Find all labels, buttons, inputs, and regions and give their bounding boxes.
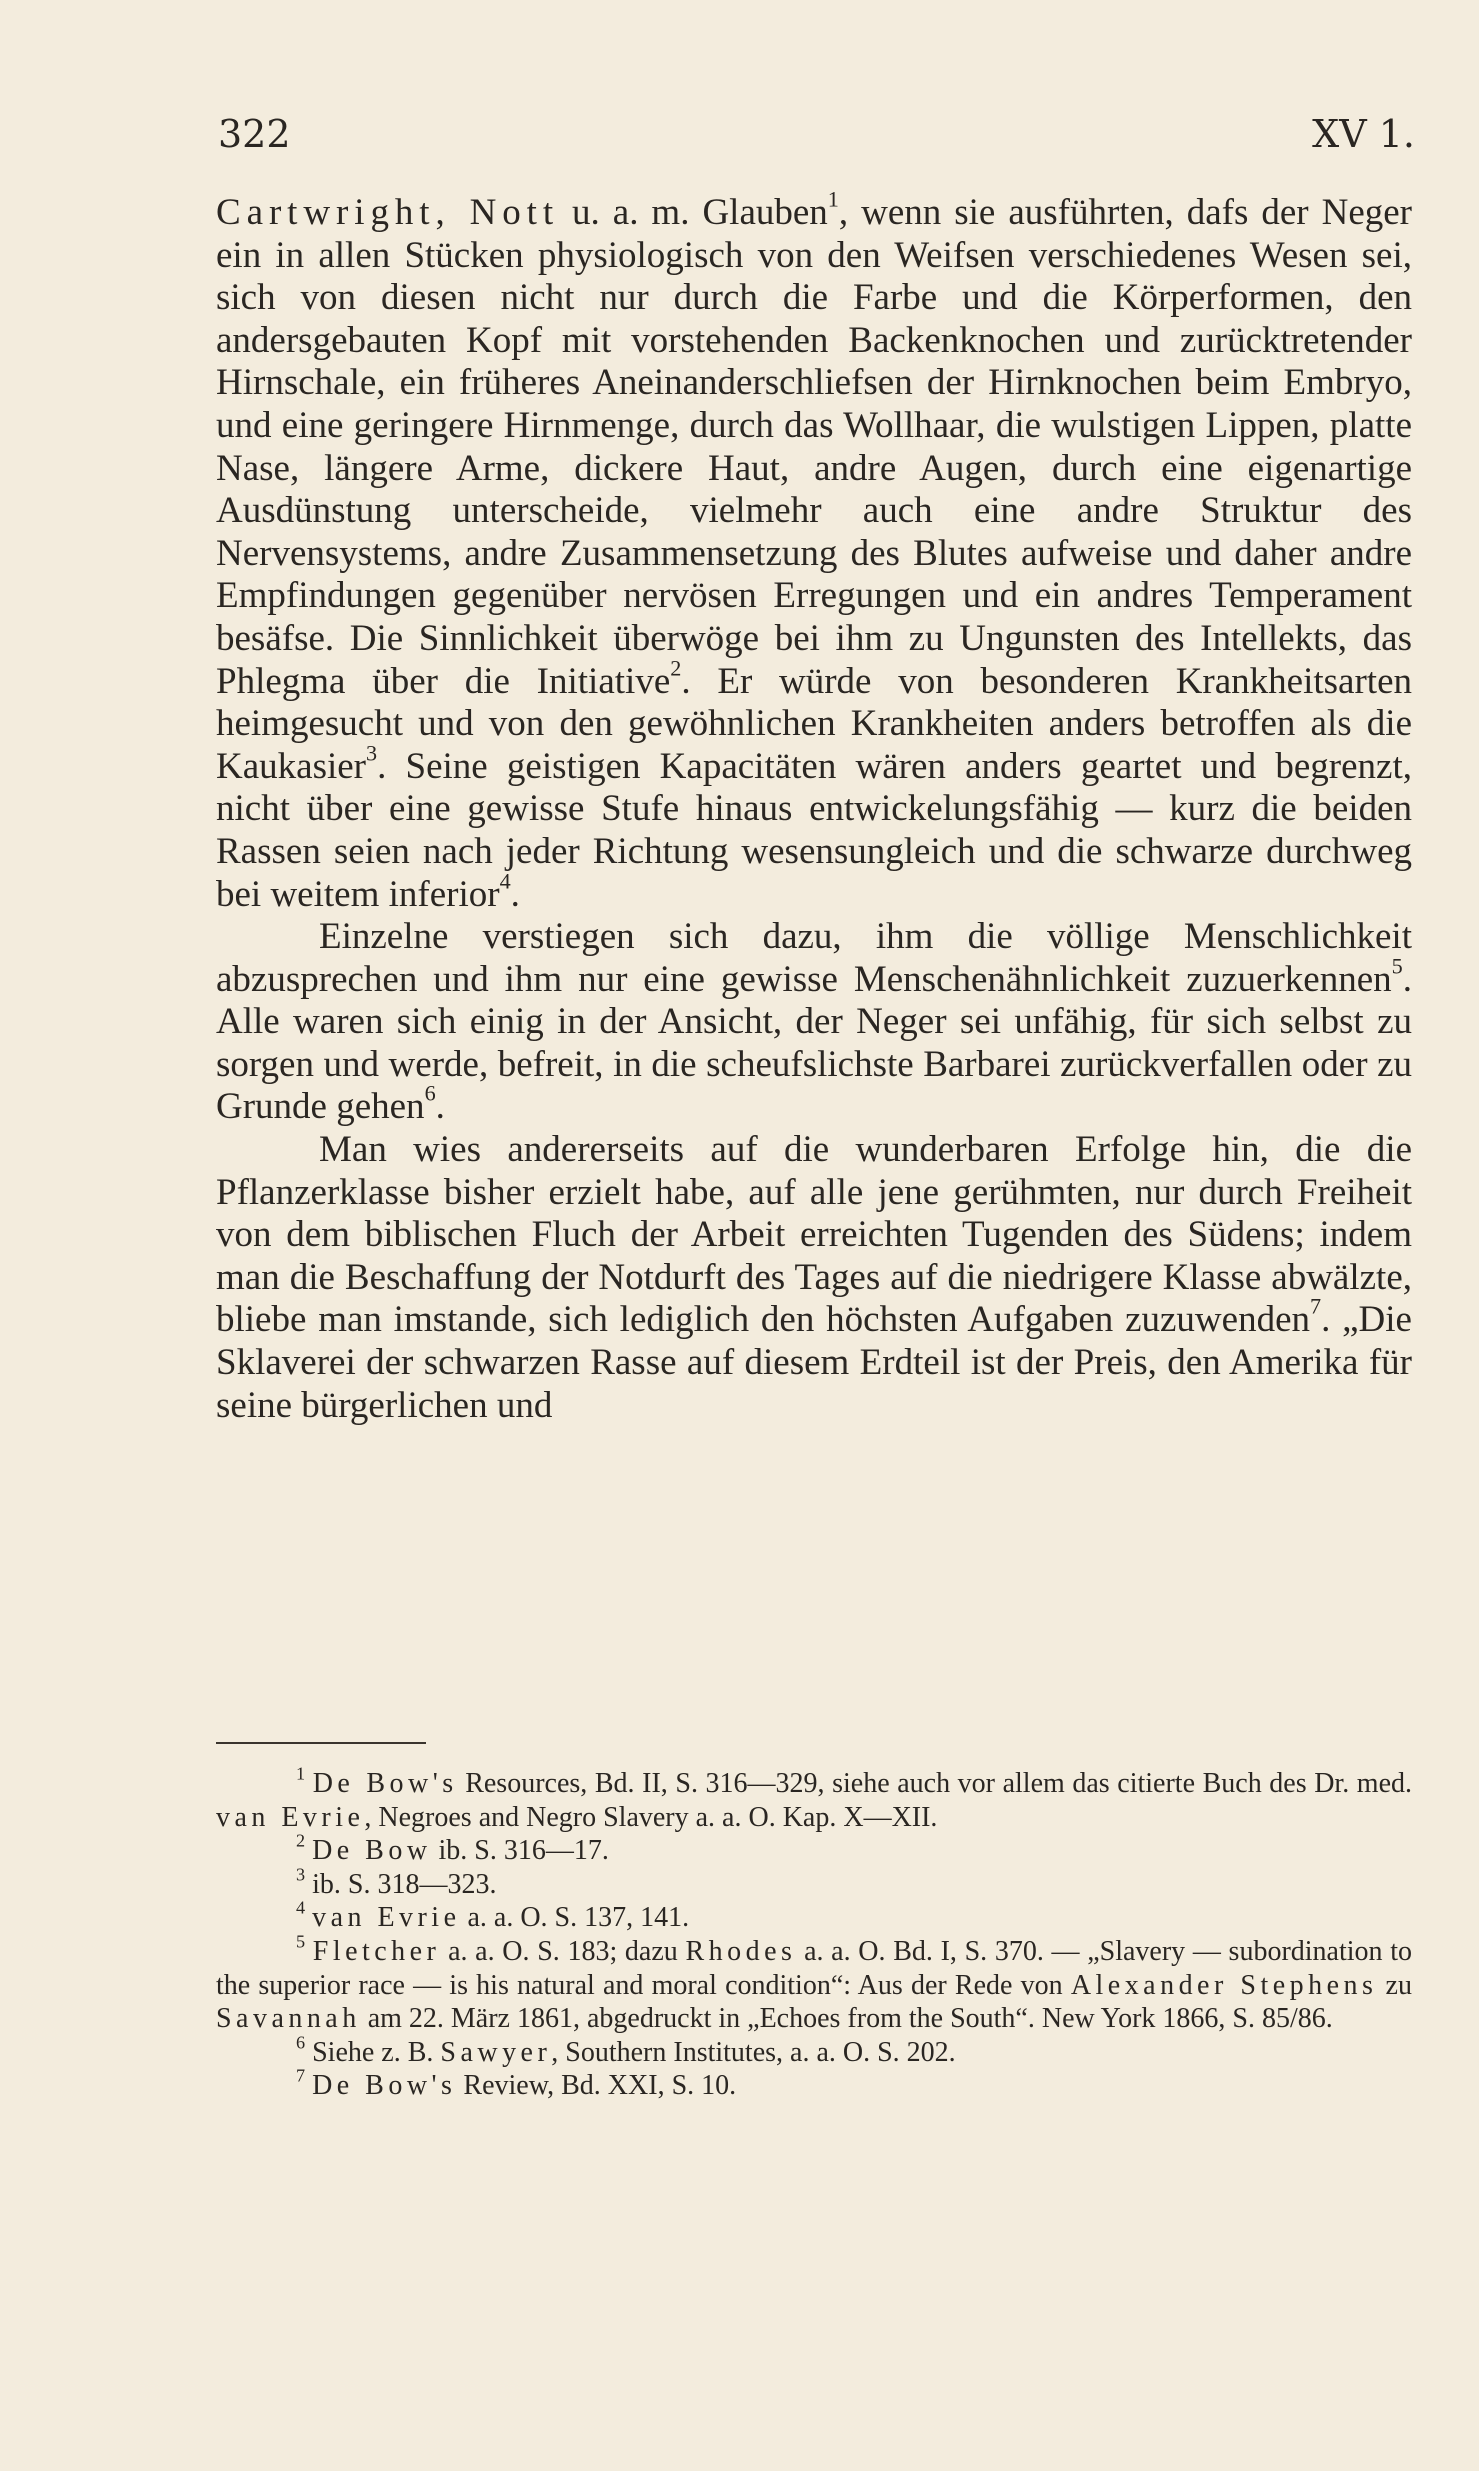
main-text bbox=[216, 186, 1412, 1427]
spaced-name: van Evrie bbox=[312, 1902, 461, 1934]
text-run: . „Die Sklaverei der schwarzen Rasse auf diesem Erdteil ist der Preis, den Amerika für seine bürgerlichen und bbox=[216, 1299, 1412, 1426]
spaced-name: Sawyer bbox=[440, 2036, 552, 2068]
text-run: Einzelne verstiegen sich dazu, ihm die völlige Menschlichkeit abzusprechen und ihm nur eine gewisse Menschenähnlichkeit zuzuerkennen bbox=[216, 916, 1412, 1000]
text-run: Resources, Bd. II, S. 316—329, siehe auch vor allem das citierte Buch des Dr. med. bbox=[457, 1768, 1413, 1799]
footnote-ref: 4 bbox=[499, 867, 511, 893]
footnote-ref: 2 bbox=[296, 1830, 306, 1851]
text-run bbox=[305, 1936, 313, 1967]
footnote-rule bbox=[216, 1742, 426, 1744]
footnote bbox=[216, 2065, 1412, 2103]
text-run: . Alle waren sich einig in der Ansicht, der Neger sei unfähig, für sich selbst zu sorgen und werde, befreit, in die scheufslichste Barbarei zurückverfallen oder zu Grunde gehen bbox=[216, 958, 1412, 1128]
text-run: Siehe z. B. bbox=[305, 2036, 441, 2068]
text-run: am 22. März 1861, abgedruckt in „Echoes from the South“. New York 1866, S. 85/86. bbox=[360, 2003, 1333, 2035]
spaced-name: De Bow bbox=[312, 1835, 432, 1867]
paragraph bbox=[216, 916, 1412, 1129]
footnote-ref: 3 bbox=[296, 1864, 306, 1885]
footnote-ref: 1 bbox=[296, 1763, 306, 1784]
footnote-ref: 5 bbox=[1391, 952, 1403, 978]
text-run: . Seine geistigen Kapacitäten wären anders geartet und begrenzt, nicht über eine gewisse Stufe hinaus entwickelungsfähig — kurz die beiden Rassen seien nach jeder Richtung wesensungleich und die schwarze durchweg bei weitem inferior bbox=[216, 745, 1412, 915]
footnote-ref: 4 bbox=[296, 1897, 306, 1918]
spaced-name: Fletcher bbox=[312, 1935, 441, 1967]
footnote bbox=[216, 1864, 1412, 1902]
footnote bbox=[216, 2032, 1412, 2070]
text-run: ib. S. 318—323. bbox=[305, 1868, 497, 1900]
spaced-name: De Bow's bbox=[312, 1768, 458, 1799]
footnote bbox=[216, 1931, 1412, 2036]
paragraph bbox=[216, 1129, 1412, 1427]
text-run: . Er würde von besonderen Krankheitsarten heimgesucht und von den gewöhnlichen Krankheiten anders betroffen als die Kaukasier bbox=[216, 660, 1412, 787]
spaced-name: van Evrie bbox=[216, 1801, 365, 1833]
footnote-ref: 7 bbox=[1310, 1293, 1322, 1319]
footnote-ref: 6 bbox=[424, 1080, 436, 1106]
footnote-ref: 2 bbox=[670, 654, 682, 680]
text-run: , Southern Institutes, a. a. O. S. 202. bbox=[551, 2036, 956, 2068]
spaced-name: De Bow's bbox=[312, 2070, 457, 2102]
spaced-name: Cartwright, Nott bbox=[216, 192, 560, 233]
spaced-name: Savannah bbox=[216, 2003, 361, 2035]
text-run: , wenn sie ausführten, dafs der Neger ein in allen Stücken physiologisch von den Weifsen verschiedenes Wesen sei, sich von diesen nicht nur durch die Farbe und die Körperformen, den andersgebauten Kopf mit vorstehenden Backenknochen und zurücktretender Hirnschale, ein früheres Aneinanderschliefsen der Hirnknochen beim Embryo, und eine geringere Hirnmenge, durch das Wollhaar, die wulstigen Lippen, platte Nase, längere Arme, dickere Haut, andre Augen, durch eine eigenartige Ausdünstung unterscheide, vielmehr auch eine andre Struktur des Nervensystems, andre Zusammensetzung des Blutes aufweise und daher andre Empfindungen gegenüber nervösen Erregungen und ein andres Temperament besäfse. Die Sinnlichkeit überwöge bei ihm zu Ungunsten des Intellekts, das Phlegma über die Initiative bbox=[216, 192, 1412, 702]
text-run: Review, Bd. XXI, S. 10. bbox=[456, 2070, 737, 2102]
text-run bbox=[305, 1768, 313, 1799]
footnotes bbox=[216, 1763, 1413, 2103]
footnote bbox=[216, 1897, 1412, 1935]
text-run: zu bbox=[1377, 1969, 1412, 2001]
text-run: ib. S. 316—17. bbox=[431, 1835, 609, 1867]
text-run: a. a. O. S. 183; dazu bbox=[440, 1935, 686, 1967]
section-mark: XV 1. bbox=[1312, 112, 1415, 156]
footnote bbox=[216, 1763, 1413, 1834]
footnote-ref: 3 bbox=[366, 739, 378, 765]
spaced-name: Alexander Stephens bbox=[1070, 1969, 1378, 2001]
text-run: Man wies andererseits auf die wunderbaren Erfolge hin, die die Pflanzerklasse bisher erzielt habe, auf alle jene gerühmten, nur durch Freiheit von dem biblischen Fluch der Arbeit erreichten Tugenden des Südens; indem man die Beschaffung der Notdurft des Tages auf die niedrigere Klasse abwälzte, bliebe man imstande, sich lediglich den höchsten Aufgaben zuzuwenden bbox=[216, 1129, 1412, 1341]
footnote-ref: 1 bbox=[827, 186, 839, 212]
text-run: a. a. O. S. 137, 141. bbox=[460, 1902, 690, 1934]
paragraph bbox=[216, 186, 1412, 916]
text-run: a. a. O. Bd. I, S. 370. — „Slavery — subordination to the superior race — is his natural and moral condition“: Aus der Rede von bbox=[216, 1935, 1412, 2001]
text-run: , Negroes and Negro Slavery a. a. O. Kap. X—XII. bbox=[364, 1801, 938, 1833]
text-run: u. a. m. Glauben bbox=[559, 192, 828, 233]
footnote bbox=[216, 1830, 1412, 1868]
text-run: . bbox=[510, 873, 520, 915]
footnote-ref: 7 bbox=[296, 2065, 306, 2086]
text-run: . bbox=[435, 1086, 445, 1128]
footnote-ref: 5 bbox=[296, 1931, 306, 1952]
page-number: 322 bbox=[218, 112, 291, 156]
spaced-name: Rhodes bbox=[685, 1935, 797, 1967]
footnote-ref: 6 bbox=[296, 2032, 306, 2053]
